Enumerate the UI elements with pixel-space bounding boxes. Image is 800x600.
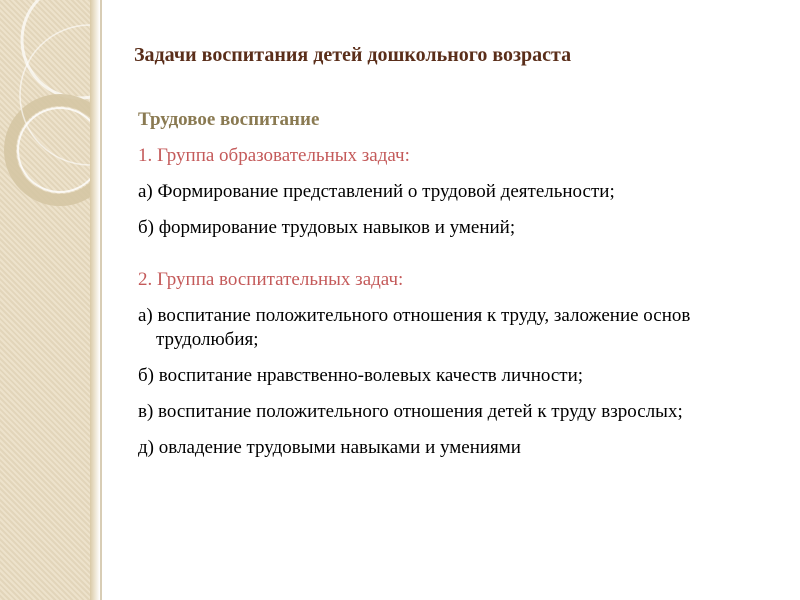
subheading: Трудовое воспитание xyxy=(138,109,320,130)
band-divider-line xyxy=(100,0,102,600)
group1-item-b: б) формирование трудовых навыков и умений; xyxy=(138,217,516,238)
group2-item-v: в) воспитание положительного отношения детей к труду взрослых; xyxy=(138,401,683,422)
spacer xyxy=(138,252,778,268)
group1-label: . Группа образовательных задач: xyxy=(147,145,410,166)
decorative-circles xyxy=(0,0,90,600)
decorative-side-band xyxy=(0,0,90,600)
group2-item-b: б) воспитание нравственно-волевых качеств личности; xyxy=(138,365,584,386)
group1-item-a: а) Формирование представлений о трудовой деятельности; xyxy=(138,181,615,202)
group1-heading xyxy=(138,144,778,168)
group1-number: 1 xyxy=(138,145,148,166)
band-edge-gradient xyxy=(90,0,100,600)
group2-item-a: а) воспитание положительного отношения к труду, заложение основ трудолюбия; xyxy=(138,305,691,350)
group2-heading: 2. Группа воспитательных задач: xyxy=(138,269,404,290)
slide-content xyxy=(138,108,778,472)
slide-title: Задачи воспитания детей дошкольного возраста xyxy=(134,44,572,66)
group2-item-d: д) овладение трудовыми навыками и умениями xyxy=(138,437,521,458)
